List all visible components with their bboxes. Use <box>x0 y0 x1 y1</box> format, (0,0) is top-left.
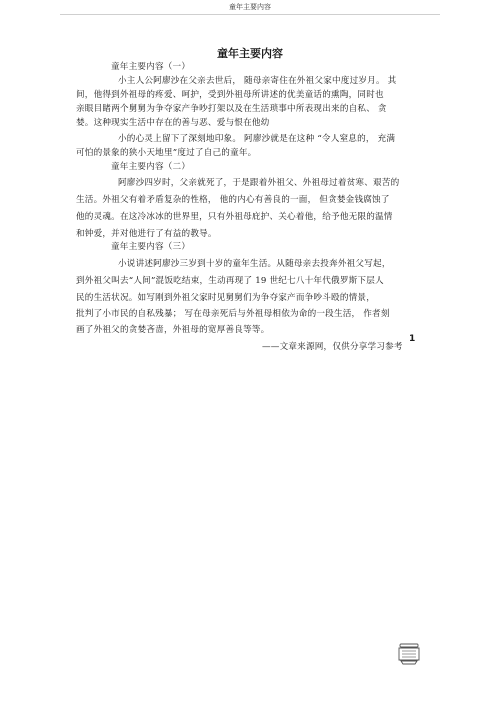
header-divider <box>60 14 440 15</box>
paragraph-line: 民的生活状况。如写刚到外祖父家时见舅舅们为争夺家产而争吵斗殴的情景， <box>76 293 375 303</box>
paragraph-line: 到外祖父叫去“人间”混饭吃结束，生动再现了 19 世纪七八十年代俄罗斯下层人 <box>76 276 384 286</box>
source-note: ——文章来源网，仅供分享学习参考 <box>262 342 403 352</box>
paragraph-line: 生活。外祖父有着矛盾复杂的性格， 他的内心有善良的一面， 但贪婪金钱腐蚀了 <box>76 195 390 205</box>
paragraph-line: 和钟爱，并对他进行了有益的教导。 <box>76 229 217 239</box>
paragraph-line: 婪。这种现实生活中存在的善与恶、爱与恨在他幼 <box>76 118 270 128</box>
book-emblem-icon <box>396 643 422 665</box>
paragraph-line: 他的灵魂。在这冷冰冰的世界里，只有外祖母庇护、关心着他，给予他无限的温情 <box>76 212 393 222</box>
paragraph-line: 可怕的景象的狭小天地里”度过了自己的童年。 <box>76 148 257 158</box>
section-heading-2: 童年主要内容（二） <box>111 162 191 172</box>
paragraph-line: 间，他得到外祖母的疼爱、呵护，受到外祖母所讲述的优美童话的熏陶，同时也 <box>76 90 384 100</box>
paragraph-line: 小的心灵上留下了深刻地印象。 阿廖沙就是在这种 “令人窒息的， 充满 <box>118 134 396 144</box>
page-number: 1 <box>409 334 416 344</box>
paragraph-line: 亲眼目睹两个舅舅为争夺家产争吵打架以及在生活琐事中所表现出来的自私、 贪 <box>76 104 387 114</box>
paragraph-line: 小说讲述阿廖沙三岁到十岁的童年生活。从随母亲去投奔外祖父写起， <box>118 259 391 269</box>
document-title: 童年主要内容 <box>217 47 283 60</box>
paragraph-line: 小主人公阿廖沙在父亲去世后， 随母亲寄住在外祖父家中度过岁月。 其 <box>118 76 397 86</box>
page-header: 童年主要内容 <box>229 3 271 11</box>
paragraph-line: 画了外祖父的贪婪吝啬，外祖母的宽厚善良等等。 <box>76 325 270 335</box>
section-heading-1: 童年主要内容（一） <box>111 62 191 72</box>
section-heading-3: 童年主要内容（三） <box>111 242 191 252</box>
paragraph-line: 阿廖沙四岁时，父亲就死了，于是跟着外祖父、外祖母过着贫寒、艰苦的 <box>118 178 400 188</box>
paragraph-line: 批判了小市民的自私残暴； 写在母亲死后与外祖母相依为命的一段生活， 作者刻 <box>76 309 390 319</box>
